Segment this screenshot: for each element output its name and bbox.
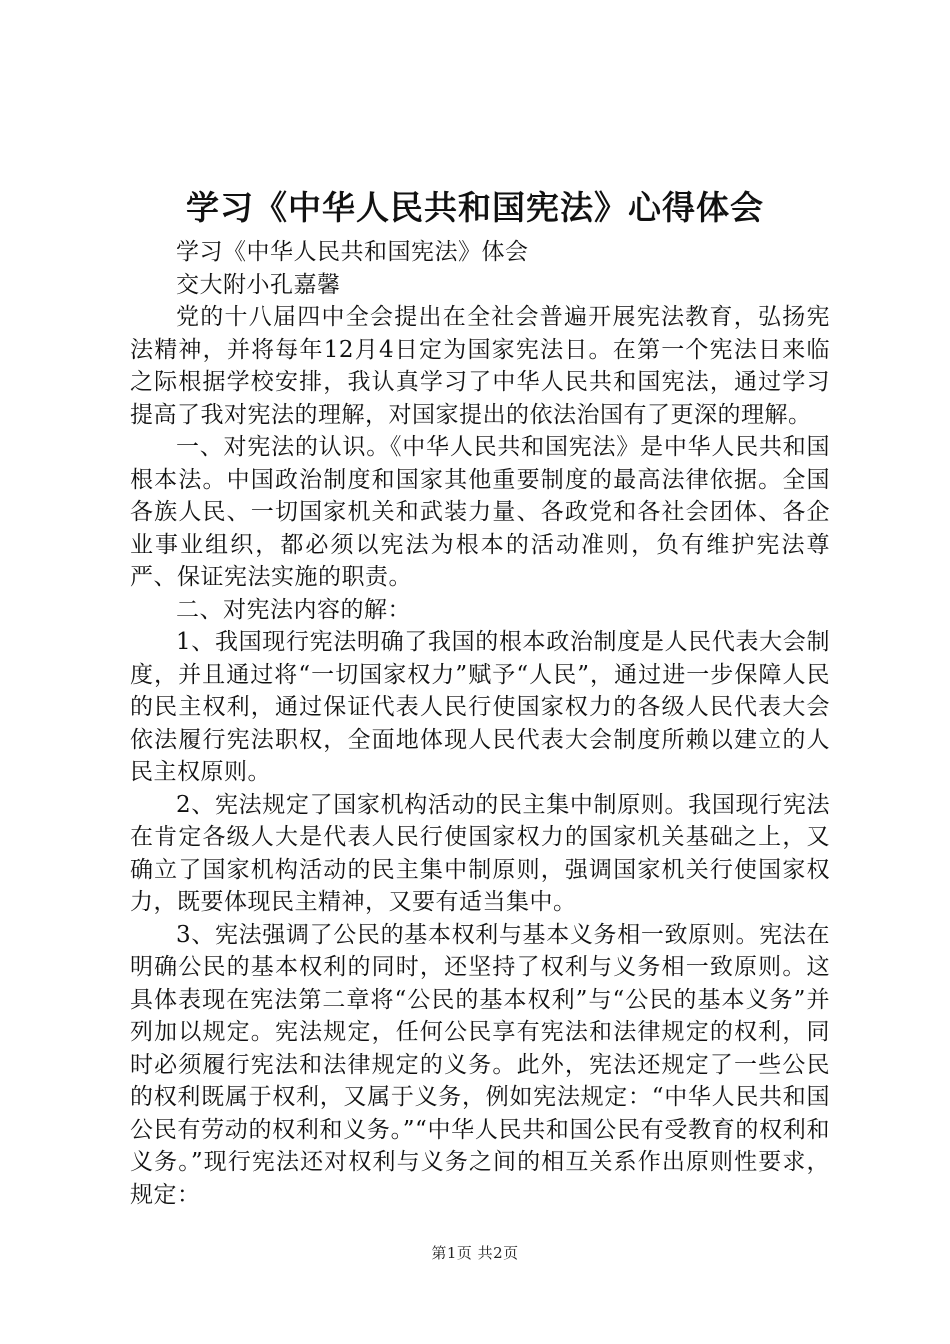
body-paragraph: 党的十八届四中全会提出在全社会普遍开展宪法教育，弘扬宪法精神，并将每年12月4日定为国家宪法日。在第一个宪法日来临之际根据学校安排，我认真学习了中华人民共和国宪法，通过学习提高了我对宪法的理解，对国家提出的依法治国有了更深的理解。 xyxy=(130,304,830,428)
section-heading: 二、对宪法内容的解： xyxy=(176,596,411,623)
document-title: 学习《中华人民共和国宪法》心得体会 xyxy=(186,188,764,227)
subtitle-paragraph: 学习《中华人民共和国宪法》体会 xyxy=(176,239,529,265)
author-paragraph: 交大附小孔嘉馨 xyxy=(176,271,341,298)
document-body xyxy=(130,236,830,1211)
body-paragraph: 一、对宪法的认识。《中华人民共和国宪法》是中华人民共和国根本法。中国政治制度和国家其他重要制度的最高法律依据。全国各族人民、一切国家机关和武装力量、各政党和各社会团体、各企业事业组织，都必须以宪法为根本的活动准则，负有维护宪法尊严、保证宪法实施的职责。 xyxy=(130,434,830,590)
body-paragraph: 3、宪法强调了公民的基本权利与基本义务相一致原则。宪法在明确公民的基本权利的同时，还坚持了权利与义务相一致原则。这具体表现在宪法第二章将“公民的基本权利”与“公民的基本义务”并列加以规定。宪法规定，任何公民享有宪法和法律规定的权利，同时必须履行宪法和法律规定的义务。此外，宪法还规定了一些公民的权利既属于权利，又属于义务，例如宪法规定：“中华人民共和国公民有劳动的权利和义务。”“中华人民共和国公民有受教育的权利和义务。”现行宪法还对权利与义务之间的相互关系作出原则性要求，规定： xyxy=(130,921,830,1208)
body-paragraph: 1、我国现行宪法明确了我国的根本政治制度是人民代表大会制度，并且通过将“一切国家权力”赋予“人民”，通过进一步保障人民的民主权利，通过保证代表人民行使国家权力的各级人民代表大会依法履行宪法职权，全面地体现人民代表大会制度所赖以建立的人民主权原则。 xyxy=(130,629,830,785)
page-number-footer: 第1页 共2页 xyxy=(431,1244,519,1262)
body-paragraph: 2、宪法规定了国家机构活动的民主集中制原则。我国现行宪法在肯定各级人大是代表人民行使国家权力的国家机关基础之上，又确立了国家机构活动的民主集中制原则，强调国家机关行使国家权力，既要体现民主精神，又要有适当集中。 xyxy=(130,791,830,915)
